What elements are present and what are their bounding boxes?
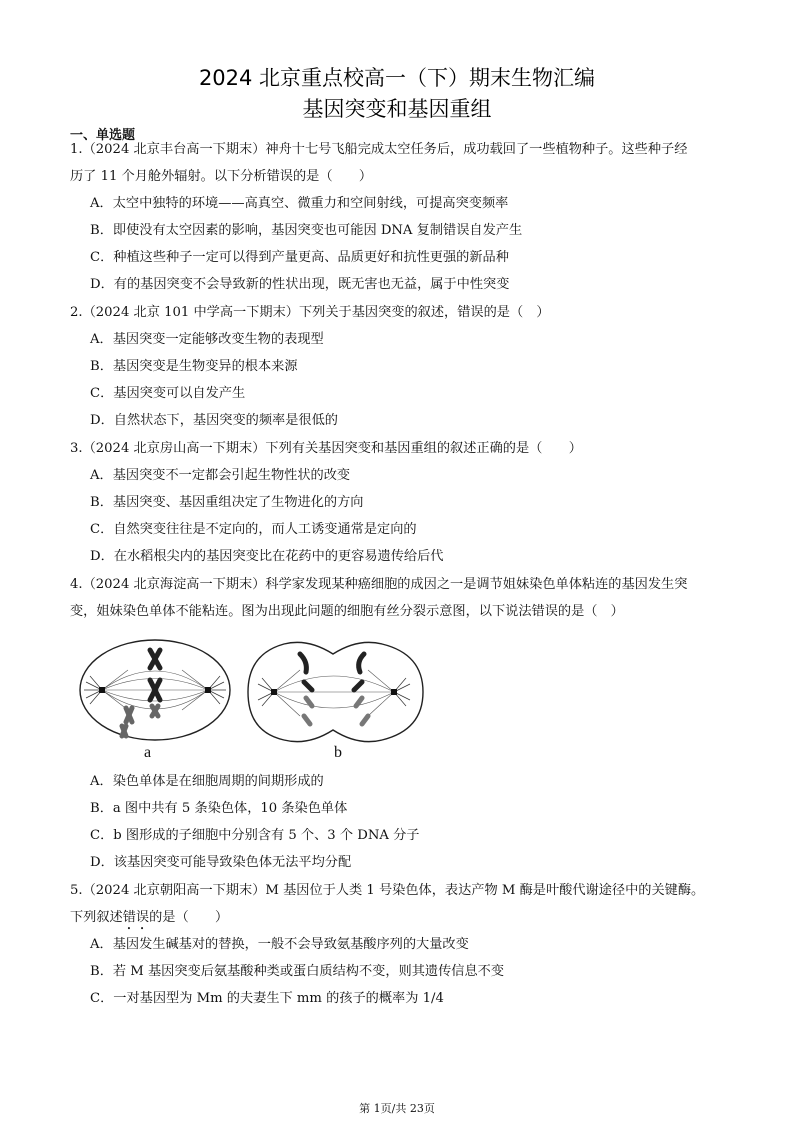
question-2-stem: 2.（2024 北京 101 中学高一下期末）下列关于基因突变的叙述，错误的是（ ）	[70, 305, 550, 320]
question-4-option-a: A．染色单体是在细胞周期的间期形成的	[90, 774, 324, 789]
section-heading: 一、单选题	[70, 128, 136, 143]
question-4-stem: 4.（2024 北京海淀高一下期末）科学家发现某种癌细胞的成因之一是调节姐妹染色单体粘连的基因发生突	[70, 577, 688, 592]
question-3-option-a: A．基因突变不一定都会引起生物性状的改变	[90, 468, 351, 483]
question-2-option-d: D．自然状态下，基因突变的频率是很低的	[90, 413, 338, 428]
question-5-stem-cont	[70, 909, 228, 933]
mitosis-figure	[78, 632, 438, 776]
question-1-option-d: D．有的基因突变不会导致新的性状出现，既无害也无益，属于中性突变	[90, 277, 510, 292]
question-1-stem: 1.（2024 北京丰台高一下期末）神舟十七号飞船完成太空任务后，成功载回了一些植物种子。这些种子经	[70, 142, 688, 157]
question-5-option-c: C．一对基因型为 Mm 的夫妻生下 mm 的孩子的概率为 1/4	[90, 991, 444, 1006]
question-3-option-d: D．在水稻根尖内的基因突变比在花药中的更容易遗传给后代	[90, 549, 444, 564]
question-5-option-a: A．基因发生碱基对的替换，一般不会导致氨基酸序列的大量改变	[90, 937, 469, 952]
page-footer: 第 1页/共 23页	[359, 1102, 435, 1115]
question-4-option-d: D．该基因突变可能导致染色体无法平均分配	[90, 855, 352, 870]
question-5-stem-suffix: 的是（ ）	[149, 910, 229, 925]
mitosis-diagram	[78, 632, 438, 772]
question-5-stem: 5.（2024 北京朝阳高一下期末）M 基因位于人类 1 号染色体，表达产物 M 酶是叶酸代谢途径中的关键酶。	[70, 883, 705, 898]
question-3-option-b: B．基因突变、基因重组决定了生物进化的方向	[90, 495, 364, 510]
question-4-option-b: B．a 图中共有 5 条染色体，10 条染色单体	[90, 801, 348, 816]
question-1-option-b: B．即使没有太空因素的影响，基因突变也可能因 DNA 复制错误自发产生	[90, 223, 523, 238]
figure-label-b: b	[334, 744, 342, 761]
question-1-stem-cont: 历了 11 个月舱外辐射。以下分析错误的是（ ）	[70, 169, 373, 184]
figure-label-a: a	[144, 744, 152, 761]
question-1-option-a: A．太空中独特的环境——高真空、微重力和空间射线，可提高突变频率	[90, 196, 509, 211]
question-5-option-b: B．若 M 基因突变后氨基酸种类或蛋白质结构不变，则其遗传信息不变	[90, 964, 505, 979]
question-2-option-b: B．基因突变是生物变异的根本来源	[90, 359, 298, 374]
question-3-option-c: C．自然突变往往是不定向的，而人工诱变通常是定向的	[90, 522, 417, 537]
document-title: 2024 北京重点校高一（下）期末生物汇编	[198, 66, 596, 90]
question-4-option-c: C．b 图形成的子细胞中分别含有 5 个、3 个 DNA 分子	[90, 828, 420, 843]
cell-b	[248, 642, 423, 741]
question-2-option-c: C．基因突变可以自发产生	[90, 386, 246, 401]
question-2-option-a: A．基因突变一定能够改变生物的表现型	[90, 332, 324, 347]
question-5-emphasis: 错误	[122, 910, 150, 925]
question-5-stem-prefix: 下列叙述	[70, 910, 123, 925]
cell-a	[80, 640, 230, 740]
question-1-option-c: C．种植这些种子一定可以得到产量更高、品质更好和抗性更强的新品种	[90, 250, 509, 265]
question-4-stem-cont: 变，姐妹染色单体不能粘连。图为出现此问题的细胞有丝分裂示意图，以下说法错误的是（ ）	[70, 604, 624, 619]
question-3-stem: 3.（2024 北京房山高一下期末）下列有关基因突变和基因重组的叙述正确的是（ ）	[70, 441, 582, 456]
document-subtitle: 基因突变和基因重组	[302, 97, 492, 121]
